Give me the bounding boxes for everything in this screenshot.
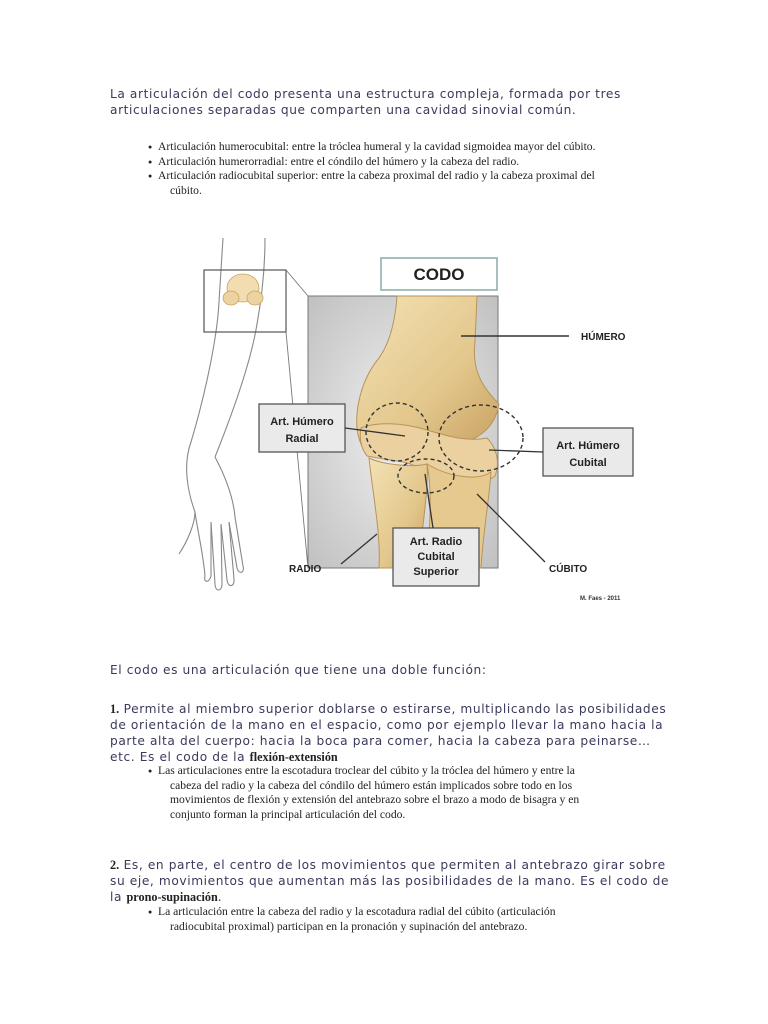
figure-credit: M. Faes - 2011	[580, 596, 621, 602]
list-item: ● Articulación humerocubital: entre la tróclea humeral y la cavidad sigmoidea mayor del cúbito.	[148, 140, 668, 155]
intro-line-2: articulaciones separadas que comparten una cavidad sinovial común.	[110, 103, 577, 117]
art-humero-radial-line2: Radial	[285, 433, 319, 445]
point-2-line-2: su eje, movimientos que aumentan más las posibilidades de la mano. Es el codo de	[110, 874, 670, 888]
point-2-line-3: la	[110, 890, 127, 904]
art-radio-cubital-line3: Superior	[413, 566, 459, 578]
cubito-label: CÚBITO	[549, 564, 588, 575]
point-2-line-1: Es, en parte, el centro de los movimientos que permiten al antebrazo girar sobre	[123, 858, 666, 872]
radio-label: RADIO	[289, 564, 322, 575]
list-item: ● La articulación entre la cabeza del radio y la escotadura radial del cúbito (articulación radiocubital proximal) participan en la pronación y supinación del antebrazo.	[148, 905, 648, 934]
intro-paragraph	[110, 86, 670, 118]
zoom-line-top	[286, 270, 308, 296]
point-1-paragraph	[110, 701, 680, 765]
point-1-highlight: flexión-extensión	[249, 750, 338, 764]
point-1-line-4: etc. Es el codo de la	[110, 750, 250, 764]
point-1-list	[148, 764, 648, 822]
list-item: ● Articulación radiocubital superior: entre la cabeza proximal del radio y la cabeza proximal del cúbito.	[148, 169, 668, 198]
figure-title: CODO	[413, 265, 465, 284]
joints-list	[148, 140, 668, 198]
art-humero-radial-line1: Art. Húmero	[270, 416, 334, 428]
elbow-anatomy-figure	[165, 232, 645, 612]
point-2-number: 2.	[110, 858, 120, 872]
point-1-number: 1.	[110, 702, 120, 716]
art-humero-cubital-line1: Art. Húmero	[556, 440, 620, 452]
list-item: ● Las articulaciones entre la escotadura troclear del cúbito y la tróclea del húmero y entre la cabeza del radio y la cabeza del cóndilo del húmero están implicados sobre todo en los movimientos de flexión y extensión del antebrazo sobre el brazo a modo de bisagra y en conjunto forman la principal articulación del codo.	[148, 764, 648, 822]
point-2-paragraph: 2. Es, en parte, el centro de los movimientos que permiten al antebrazo girar sobre su eje, movimientos que aumentan más las posibilidades de la mano. Es el codo de la prono-supinación.	[110, 858, 670, 904]
arm-elbow-bones	[223, 274, 263, 305]
intro-line-1: La articulación del codo presenta una estructura compleja, formada por tres	[110, 87, 621, 101]
art-humero-cubital-line2: Cubital	[569, 457, 607, 469]
list-item: ● Articulación humerorradial: entre el cóndilo del húmero y la cabeza del radio.	[148, 155, 668, 170]
point-1-line-3: parte alta del cuerpo: hacia la boca para comer, hacia la cabeza para peinarse…	[110, 734, 651, 748]
function-intro: El codo es una articulación que tiene una doble función:	[110, 663, 487, 677]
point-2-list	[148, 905, 648, 934]
point-1-line-2: de orientación de la mano en el espacio, como por ejemplo llevar la mano hacia la	[110, 718, 664, 732]
point-2-highlight: prono-supinación	[126, 890, 218, 904]
art-radio-cubital-line1: Art. Radio	[409, 536, 463, 548]
art-radio-cubital-line2: Cubital	[417, 551, 455, 563]
point-1-line-1: Permite al miembro superior doblarse o estirarse, multiplicando las posibilidades	[123, 702, 667, 716]
humero-label: HÚMERO	[581, 332, 626, 343]
